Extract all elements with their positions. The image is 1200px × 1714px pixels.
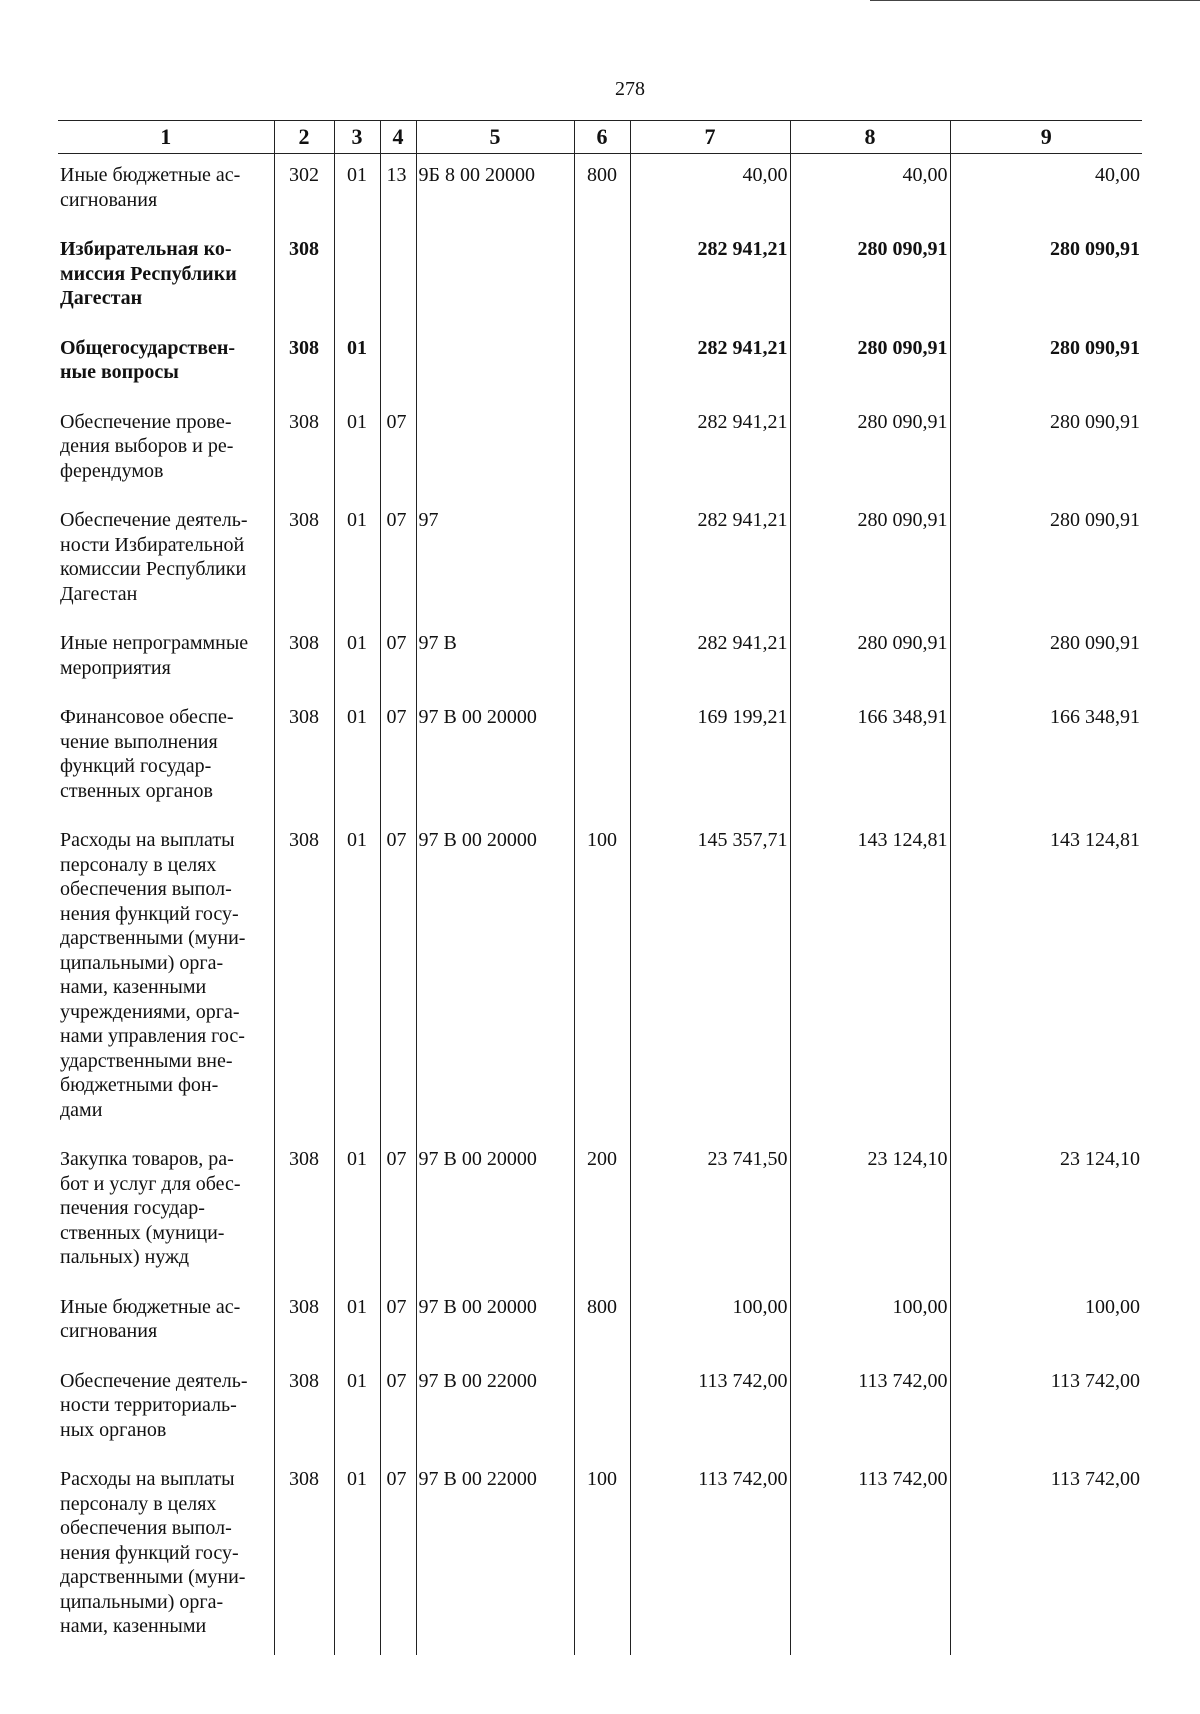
column-header-5: 5 [416,121,574,154]
row-col5-cell: 97 [416,499,574,622]
row-col2-cell: 308 [274,1286,334,1360]
row-col9-cell: 280 090,91 [950,228,1142,327]
row-col4-cell [380,327,416,401]
row-col3-cell: 01 [334,1138,380,1286]
column-header-7: 7 [630,121,790,154]
column-header-1: 1 [58,121,274,154]
row-col6-cell [574,327,630,401]
row-col7-cell: 113 742,00 [630,1458,790,1655]
row-col9-cell: 280 090,91 [950,327,1142,401]
column-header-8: 8 [790,121,950,154]
row-col5-cell: 97 В 00 22000 [416,1360,574,1459]
row-name-cell: Иные непрограммные мероприятия [58,622,274,696]
table-row [58,327,1142,401]
row-col6-cell [574,696,630,819]
row-col9-cell: 40,00 [950,154,1142,229]
row-col5-cell: 97 В [416,622,574,696]
row-col8-cell: 143 124,81 [790,819,950,1138]
row-col4-cell: 07 [380,622,416,696]
row-col3-cell: 01 [334,1286,380,1360]
row-name-cell: Избирательная ко- миссия Республики Дагестан [58,228,274,327]
column-header-9: 9 [950,121,1142,154]
row-col7-cell: 282 941,21 [630,228,790,327]
row-col2-cell: 308 [274,228,334,327]
row-col2-cell: 308 [274,1138,334,1286]
row-col4-cell [380,228,416,327]
row-col8-cell: 100,00 [790,1286,950,1360]
row-col2-cell: 308 [274,401,334,500]
table-body [58,154,1142,1655]
row-col4-cell: 07 [380,1360,416,1459]
row-col2-cell: 308 [274,1458,334,1655]
row-name-cell: Иные бюджетные ас- сигнования [58,154,274,229]
row-name-cell: Обеспечение деятель- ности Избирательной комиссии Республики Дагестан [58,499,274,622]
row-col8-cell: 280 090,91 [790,499,950,622]
row-col5-cell [416,327,574,401]
row-col4-cell: 07 [380,1286,416,1360]
row-col4-cell: 07 [380,401,416,500]
table-row [58,1286,1142,1360]
row-col3-cell: 01 [334,696,380,819]
row-col8-cell: 40,00 [790,154,950,229]
table-row [58,1458,1142,1655]
row-col2-cell: 308 [274,696,334,819]
row-col4-cell: 07 [380,1458,416,1655]
row-col7-cell: 282 941,21 [630,401,790,500]
row-col9-cell: 113 742,00 [950,1458,1142,1655]
row-col2-cell: 308 [274,327,334,401]
row-col9-cell: 143 124,81 [950,819,1142,1138]
table-row [58,499,1142,622]
row-col2-cell: 308 [274,499,334,622]
row-col3-cell: 01 [334,401,380,500]
row-col8-cell: 23 124,10 [790,1138,950,1286]
row-col4-cell: 07 [380,696,416,819]
table-row [58,154,1142,229]
table-row [58,1360,1142,1459]
table-row [58,696,1142,819]
row-col9-cell: 280 090,91 [950,401,1142,500]
row-col3-cell [334,228,380,327]
row-col5-cell: 97 В 00 20000 [416,1286,574,1360]
row-col6-cell [574,1360,630,1459]
row-col7-cell: 113 742,00 [630,1360,790,1459]
column-header-4: 4 [380,121,416,154]
row-col8-cell: 113 742,00 [790,1360,950,1459]
row-col2-cell: 308 [274,1360,334,1459]
row-col5-cell: 97 В 00 22000 [416,1458,574,1655]
row-col7-cell: 145 357,71 [630,819,790,1138]
table-row [58,401,1142,500]
row-col8-cell: 113 742,00 [790,1458,950,1655]
row-col7-cell: 282 941,21 [630,622,790,696]
row-col8-cell: 280 090,91 [790,327,950,401]
row-col2-cell: 302 [274,154,334,229]
row-col8-cell: 280 090,91 [790,228,950,327]
row-col6-cell [574,401,630,500]
table-row [58,228,1142,327]
row-col7-cell: 169 199,21 [630,696,790,819]
row-col7-cell: 40,00 [630,154,790,229]
row-col2-cell: 308 [274,622,334,696]
column-header-3: 3 [334,121,380,154]
row-col8-cell: 280 090,91 [790,401,950,500]
row-col7-cell: 282 941,21 [630,499,790,622]
table-row [58,1138,1142,1286]
row-col9-cell: 113 742,00 [950,1360,1142,1459]
row-name-cell: Обеспечение деятель- ности территориаль- ных органов [58,1360,274,1459]
row-col4-cell: 13 [380,154,416,229]
row-col8-cell: 166 348,91 [790,696,950,819]
row-col5-cell: 97 В 00 20000 [416,696,574,819]
column-header-2: 2 [274,121,334,154]
row-col6-cell [574,499,630,622]
column-header-6: 6 [574,121,630,154]
row-col6-cell: 100 [574,1458,630,1655]
table-header-row [58,121,1142,154]
row-name-cell: Закупка товаров, ра- бот и услуг для обес- печения государ- ственных (муници- пальных) нужд [58,1138,274,1286]
row-col6-cell: 800 [574,1286,630,1360]
row-name-cell: Общегосударствен- ные вопросы [58,327,274,401]
row-col3-cell: 01 [334,819,380,1138]
row-name-cell: Расходы на выплаты персоналу в целях обеспечения выпол- нения функций госу- дарственными (муни- ципальными) орга- нами, казенными учреждениями, орга- нами управления гос- ударственными вне- бюджетными фон- дами [58,819,274,1138]
row-col6-cell [574,228,630,327]
row-col3-cell: 01 [334,499,380,622]
row-col9-cell: 280 090,91 [950,499,1142,622]
row-name-cell: Иные бюджетные ас- сигнования [58,1286,274,1360]
budget-table [58,120,1142,1655]
table-row [58,819,1142,1138]
row-col3-cell: 01 [334,154,380,229]
row-col7-cell: 23 741,50 [630,1138,790,1286]
row-col9-cell: 166 348,91 [950,696,1142,819]
row-col3-cell: 01 [334,622,380,696]
row-col9-cell: 100,00 [950,1286,1142,1360]
row-col5-cell [416,401,574,500]
top-rule [870,0,1200,1]
row-col5-cell: 97 В 00 20000 [416,819,574,1138]
row-col3-cell: 01 [334,327,380,401]
row-col3-cell: 01 [334,1360,380,1459]
row-col7-cell: 100,00 [630,1286,790,1360]
row-name-cell: Расходы на выплаты персоналу в целях обеспечения выпол- нения функций госу- дарственными (муни- ципальными) орга- нами, казенными [58,1458,274,1655]
row-col5-cell [416,228,574,327]
row-col6-cell [574,622,630,696]
row-col9-cell: 23 124,10 [950,1138,1142,1286]
row-col6-cell: 800 [574,154,630,229]
page-number: 278 [615,78,645,100]
row-col5-cell: 97 В 00 20000 [416,1138,574,1286]
row-col3-cell: 01 [334,1458,380,1655]
row-col4-cell: 07 [380,499,416,622]
row-col2-cell: 308 [274,819,334,1138]
row-col8-cell: 280 090,91 [790,622,950,696]
row-col5-cell: 9Б 8 00 20000 [416,154,574,229]
table-row [58,622,1142,696]
row-name-cell: Обеспечение прове- дения выборов и ре- ферендумов [58,401,274,500]
row-col4-cell: 07 [380,1138,416,1286]
row-col6-cell: 100 [574,819,630,1138]
row-col9-cell: 280 090,91 [950,622,1142,696]
row-col6-cell: 200 [574,1138,630,1286]
row-col4-cell: 07 [380,819,416,1138]
row-col7-cell: 282 941,21 [630,327,790,401]
row-name-cell: Финансовое обеспе- чение выполнения функций государ- ственных органов [58,696,274,819]
